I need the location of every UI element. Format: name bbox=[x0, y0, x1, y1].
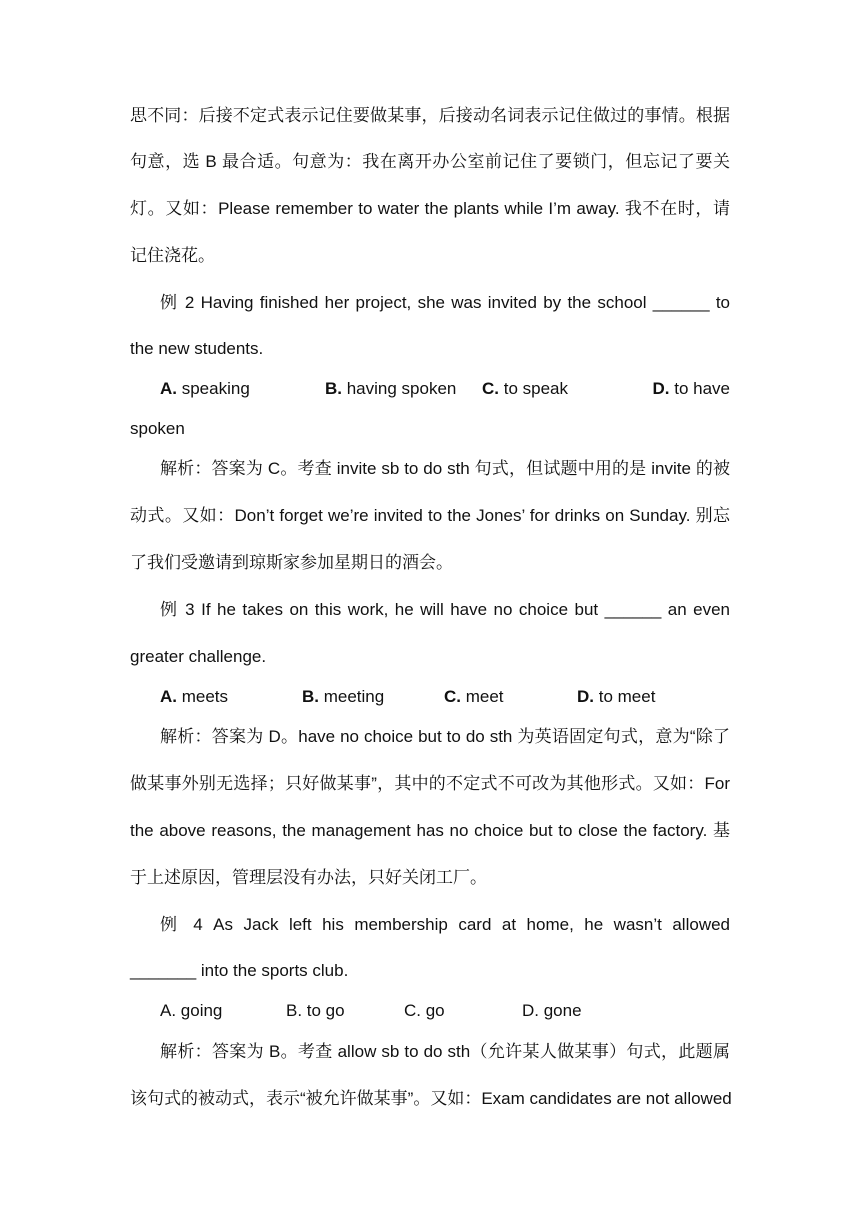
example-4-analysis-cont: 该句式的被动式，表示“被允许做某事”。又如：Exam candidates are not allowed bbox=[130, 1089, 732, 1108]
example-3-analysis-cont: the above reasons, the management has no choice but to close the factory. 基 bbox=[130, 821, 730, 840]
text-line: 句意，选 B 最合适。句意为：我在离开办公室前记住了要锁门，但忘记了要关 bbox=[130, 152, 730, 171]
example-4-option-c: C. go bbox=[404, 1001, 445, 1020]
example-4-option-d: D. gone bbox=[522, 1001, 582, 1020]
example-2-option-a: A. speaking bbox=[160, 379, 250, 398]
example-2-analysis: 解析：答案为 C。考查 invite sb to do sth 句式，但试题中用的是 invite 的被 bbox=[160, 459, 730, 478]
example-3-analysis-cont: 于上述原因，管理层没有办法，只好关闭工厂。 bbox=[130, 868, 487, 887]
example-3-question-cont: greater challenge. bbox=[130, 647, 267, 666]
example-2-analysis-cont: 动式。又如：Don’t forget we’re invited to the Jones’ for drinks on Sunday. 别忘 bbox=[130, 506, 730, 525]
example-3-question: 例 3 If he takes on this work, he will have no choice but ______ an even bbox=[160, 600, 730, 619]
text-line: 记住浇花。 bbox=[130, 246, 215, 265]
example-3-analysis: 解析：答案为 D。have no choice but to do sth 为英语固定句式，意为“除了 bbox=[160, 727, 730, 746]
example-2-option-d: D. to have bbox=[652, 379, 730, 398]
example-3-option-c: C. meet bbox=[444, 687, 504, 706]
example-3-option-a: A. meets bbox=[160, 687, 229, 706]
example-2-option-b: B. having spoken bbox=[325, 379, 457, 398]
example-2-analysis-cont: 了我们受邀请到琼斯家参加星期日的酒会。 bbox=[130, 553, 453, 572]
example-4-analysis: 解析：答案为 B。考查 allow sb to do sth（允许某人做某事）句式，此题属 bbox=[160, 1042, 730, 1061]
example-4-option-a: A. going bbox=[160, 1001, 223, 1020]
example-3-option-b: B. meeting bbox=[302, 687, 385, 706]
example-2-question-cont: the new students. bbox=[130, 339, 264, 358]
example-4-question: 例 4 As Jack left his membership card at home, he wasn’t allowed bbox=[160, 915, 730, 934]
example-4-option-b: B. to go bbox=[286, 1001, 345, 1020]
example-4-question-cont: _______ into the sports club. bbox=[130, 961, 349, 980]
text-line: 灯。又如：Please remember to water the plants while I’m away. 我不在时，请 bbox=[130, 199, 730, 218]
example-2-option-wrap: spoken bbox=[130, 419, 185, 438]
example-3-option-d: D. to meet bbox=[577, 687, 656, 706]
example-2-question: 例 2 Having finished her project, she was invited by the school ______ to bbox=[160, 293, 730, 312]
example-2-option-c: C. to speak bbox=[482, 379, 568, 398]
example-3-analysis-cont: 做某事外别无选择；只好做某事”，其中的不定式不可改为其他形式。又如：For bbox=[130, 774, 730, 793]
text-line: 思不同：后接不定式表示记住要做某事，后接动名词表示记住做过的事情。根据 bbox=[130, 106, 730, 125]
